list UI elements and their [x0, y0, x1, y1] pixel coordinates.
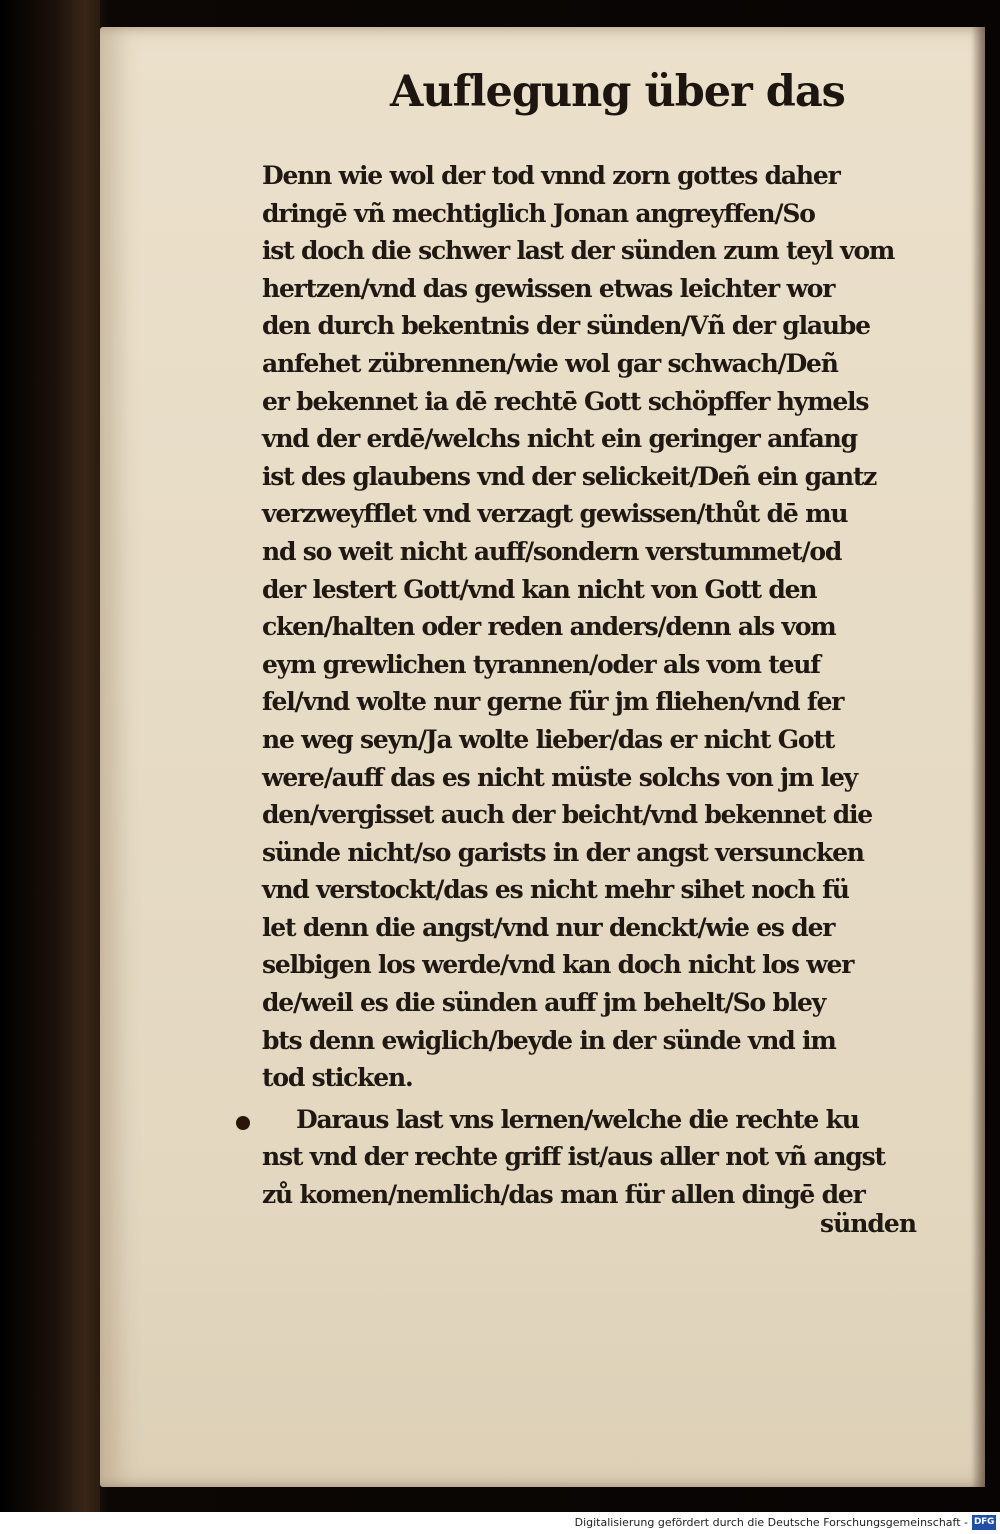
- text-line: de/weil es die sünden auff jm behelt/So bley: [262, 988, 826, 1018]
- text-line: anfehet zübrennen/wie wol gar schwach/Deñ: [262, 348, 838, 378]
- paragraph-mark: [236, 1116, 250, 1130]
- text-line: den/vergisset auch der beicht/vnd bekennet die: [262, 800, 872, 830]
- text-line: cken/halten oder reden anders/denn als vom: [262, 612, 836, 642]
- text-line: Daraus last vns lernen/welche die rechte ku: [296, 1104, 859, 1134]
- text-line: eym grewlichen tyrannen/oder als vom teuf: [262, 649, 820, 679]
- text-line: den durch bekentnis der sünden/Vñ der glaube: [262, 311, 870, 341]
- footer-bar: [0, 1512, 1000, 1534]
- book-binding: [0, 0, 100, 1512]
- text-line: let denn die angst/vnd nur denckt/wie es der: [262, 912, 835, 942]
- text-line: Denn wie wol der tod vnnd zorn gottes daher: [262, 161, 840, 190]
- catchword: sünden: [820, 1209, 916, 1238]
- text-line: hertzen/vnd das gewissen etwas leichter wor: [262, 273, 835, 303]
- text-line: verzweyfflet vnd verzagt gewissen/thůt dē mu: [262, 499, 848, 529]
- text-line: ist doch die schwer last der sünden zum teyl vom: [262, 236, 895, 266]
- text-line: der lestert Gott/vnd kan nicht von Gott den: [262, 574, 817, 604]
- page-edge-shadow: [971, 27, 985, 1487]
- text-line: tod sticken.: [262, 1063, 413, 1093]
- text-line: ist des glaubens vnd der selickeit/Deñ ein gantz: [262, 461, 877, 491]
- text-line: er bekennet ia dē rechtē Gott schöpffer hymels: [262, 386, 869, 416]
- footer-credit: Digitalisierung gefördert durch die Deutsche Forschungsgemeinschaft -: [574, 1516, 968, 1529]
- dfg-logo: DFG: [972, 1515, 996, 1530]
- text-line: zů komen/nemlich/das man für allen dingē der: [262, 1180, 865, 1210]
- running-head: Auflegung über das: [390, 67, 845, 117]
- text-line: vnd verstockt/das es nicht mehr sihet noch fü: [262, 875, 849, 905]
- text-line: nd so weit nicht auff/sondern verstummet/od: [262, 536, 842, 566]
- text-line: ne weg seyn/Ja wolte lieber/das er nicht Gott: [262, 724, 835, 754]
- text-line: selbigen los werde/vnd kan doch nicht los wer: [262, 950, 854, 980]
- text-line: nst vnd der rechte griff ist/aus aller not vñ angst: [262, 1142, 885, 1172]
- text-line: dringē vñ mechtiglich Jonan angreyffen/So: [262, 198, 815, 228]
- text-line: were/auff das es nicht müste solchs von jm ley: [262, 762, 857, 792]
- text-line: bts denn ewiglich/beyde in der sünde vnd im: [262, 1025, 836, 1055]
- text-line: fel/vnd wolte nur gerne für jm fliehen/vnd fer: [262, 687, 844, 717]
- text-line: sünde nicht/so garists in der angst versuncken: [262, 837, 864, 867]
- body-text: [262, 157, 952, 1214]
- text-line: vnd der erdē/welchs nicht ein geringer anfang: [262, 424, 857, 454]
